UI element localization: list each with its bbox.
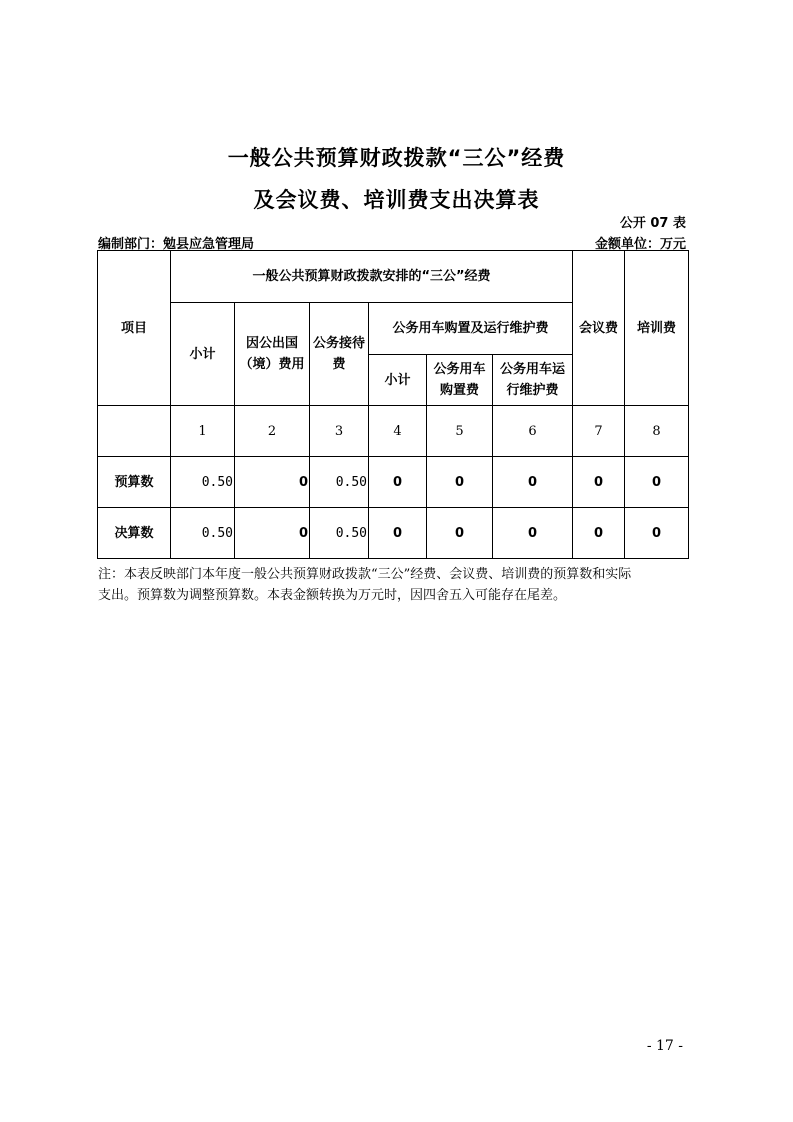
final-meeting-value: 0 xyxy=(573,508,625,559)
column-number-row xyxy=(98,406,689,457)
header-training: 培训费 xyxy=(625,251,689,406)
budget-subtotal-value: 0.50 xyxy=(171,457,235,508)
final-abroad-value: 0 xyxy=(235,508,310,559)
budget-vehicle-running-value: 0 xyxy=(493,457,573,508)
header-abroad xyxy=(235,303,310,406)
header-reception-line2: 费 xyxy=(332,357,346,372)
department-label: 编制部门：勉县应急管理局 xyxy=(98,237,255,252)
expense-table xyxy=(97,250,689,559)
column-number: 6 xyxy=(493,406,573,457)
row-label-budget: 预算数 xyxy=(98,457,171,508)
header-vehicle-purchase-line1: 公务用车 xyxy=(433,362,486,377)
column-number: 8 xyxy=(625,406,689,457)
budget-reception-value: 0.50 xyxy=(310,457,369,508)
document-title-line1: 一般公共预算财政拨款“三公”经费 xyxy=(227,146,566,170)
header-sangong-group: 一般公共预算财政拨款安排的“三公”经费 xyxy=(171,251,573,303)
column-number-blank xyxy=(98,406,171,457)
final-reception-value: 0.50 xyxy=(310,508,369,559)
header-item: 项目 xyxy=(98,251,171,406)
document-title-line2: 及会议费、培训费支出决算表 xyxy=(253,188,540,212)
header-abroad-line2: （境）费用 xyxy=(239,357,305,372)
budget-meeting-value: 0 xyxy=(573,457,625,508)
header-vehicle-purchase xyxy=(427,355,493,406)
final-training-value: 0 xyxy=(625,508,689,559)
row-label-final: 决算数 xyxy=(98,508,171,559)
header-reception xyxy=(310,303,369,406)
budget-vehicle-purchase-value: 0 xyxy=(427,457,493,508)
header-vehicle-running-line1: 公务用车运 xyxy=(499,362,565,377)
column-number: 1 xyxy=(171,406,235,457)
table-row-budget xyxy=(98,457,689,508)
column-number: 5 xyxy=(427,406,493,457)
header-vehicle-running-line2: 行维护费 xyxy=(506,383,559,398)
header-vehicle-purchase-line2: 购置费 xyxy=(439,383,479,398)
budget-vehicle-subtotal-value: 0 xyxy=(369,457,427,508)
table-row-final xyxy=(98,508,689,559)
header-vehicle-subtotal: 小计 xyxy=(369,355,427,406)
final-subtotal-value: 0.50 xyxy=(171,508,235,559)
column-number: 4 xyxy=(369,406,427,457)
table-note-line1: 注：本表反映部门本年度一般公共预算财政拨款“三公”经费、会议费、培训费的预算数和实际 xyxy=(98,567,632,582)
column-number: 3 xyxy=(310,406,369,457)
final-vehicle-subtotal-value: 0 xyxy=(369,508,427,559)
budget-abroad-value: 0 xyxy=(235,457,310,508)
header-meeting: 会议费 xyxy=(573,251,625,406)
header-subtotal: 小计 xyxy=(171,303,235,406)
header-vehicle-group: 公务用车购置及运行维护费 xyxy=(369,303,573,355)
unit-label: 金额单位：万元 xyxy=(594,237,686,252)
budget-training-value: 0 xyxy=(625,457,689,508)
table-note xyxy=(98,564,690,606)
table-note-line2: 支出。预算数为调整预算数。本表金额转换为万元时，因四舍五入可能存在尾差。 xyxy=(98,588,567,603)
header-abroad-line1: 因公出国 xyxy=(245,336,298,351)
header-vehicle-running xyxy=(493,355,573,406)
column-number: 2 xyxy=(235,406,310,457)
final-vehicle-purchase-value: 0 xyxy=(427,508,493,559)
final-vehicle-running-value: 0 xyxy=(493,508,573,559)
page-number: - 17 - xyxy=(646,1038,683,1054)
column-number: 7 xyxy=(573,406,625,457)
header-reception-line1: 公务接待 xyxy=(312,336,365,351)
form-code: 公开 07 表 xyxy=(619,216,686,231)
